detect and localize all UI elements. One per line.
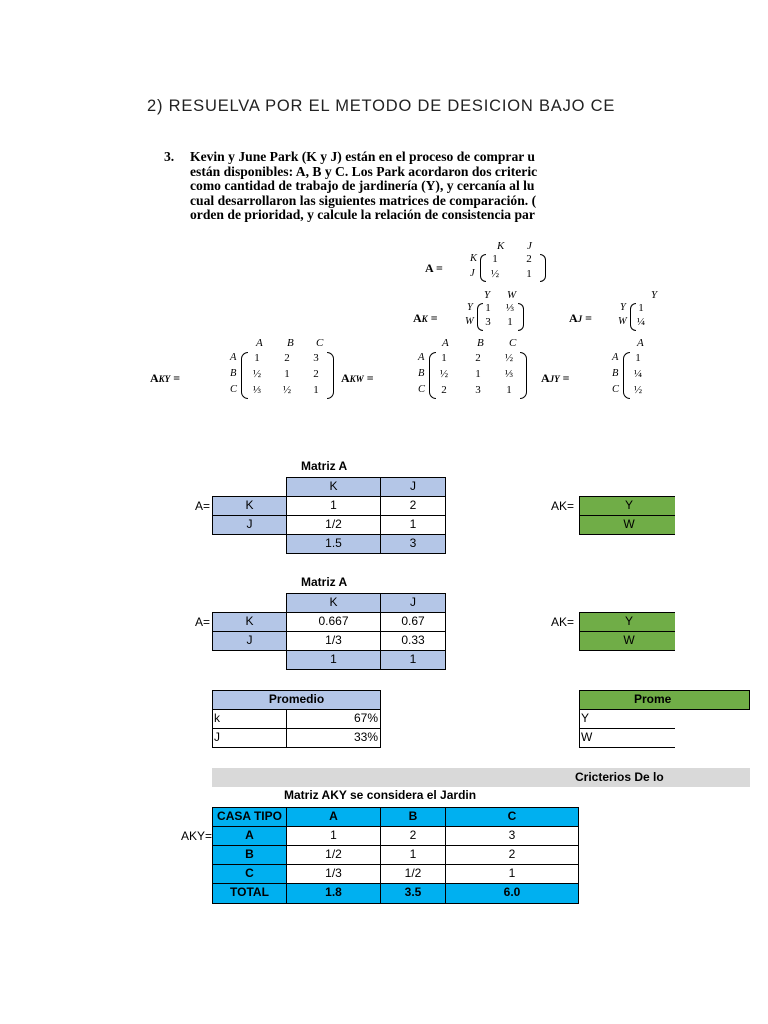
paren (429, 352, 436, 399)
math-aky-row: B (230, 368, 237, 379)
table-cell[interactable]: 1 (286, 496, 381, 516)
problem-line-3: como cantidad de trabajo de jardinería (Y), y cercanía al lu (190, 178, 535, 193)
promedio-2-header[interactable] (579, 690, 750, 710)
math-ak-val: ⅓ (505, 302, 515, 314)
table-cell[interactable]: 2 (380, 826, 446, 846)
row-header-w[interactable]: W (579, 631, 675, 651)
math-aky-val: 1 (284, 368, 290, 380)
aky-header-b[interactable]: B (380, 807, 446, 827)
math-ajy-label: AJY = (541, 371, 570, 385)
math-ajy-row: A (612, 352, 619, 363)
row-header-k[interactable]: K (212, 496, 287, 516)
problem-line-4: cual desarrollaron las siguientes matrices de comparación. ( (190, 192, 537, 208)
math-aj-label: AJ = (569, 311, 593, 325)
row-header-w[interactable]: W (579, 515, 675, 535)
math-akw-val: 3 (475, 384, 481, 396)
aky-row-header[interactable]: C (212, 864, 287, 884)
math-aky-val: 1 (254, 352, 260, 364)
problem-number: 3. (164, 149, 175, 164)
math-ak-label: AK = (413, 311, 438, 325)
table-title: Matriz A (301, 459, 348, 473)
math-akw-row: A (418, 352, 425, 363)
math-a-val: ½ (490, 268, 500, 280)
math-aky-val: 1 (313, 384, 319, 396)
math-akw-val: 1 (506, 384, 512, 396)
math-aky-col: A (256, 337, 263, 349)
row-header-y[interactable]: Y (579, 496, 675, 516)
row-header-j[interactable]: J (212, 515, 287, 535)
col-header-k[interactable]: K (286, 477, 381, 497)
math-a-col: K (497, 240, 505, 252)
table-cell[interactable]: 0.67 (380, 612, 446, 632)
math-akw-val: ½ (504, 352, 514, 364)
table-cell[interactable]: 1/3 (286, 864, 381, 884)
paren (480, 254, 486, 282)
total-cell[interactable]: 1 (380, 650, 446, 670)
table-cell[interactable]: 1/2 (286, 515, 381, 535)
math-ak-row: Y (467, 302, 473, 313)
math-aky-val: ⅓ (252, 384, 262, 396)
table-cell[interactable]: 2 (445, 845, 579, 865)
criterios-title: Cricterios De lo (575, 770, 664, 784)
promedio-row-label[interactable]: Y (579, 709, 675, 729)
math-akw-val: ½ (439, 368, 449, 380)
paren (623, 352, 630, 399)
math-aj-row: Y (620, 302, 626, 313)
promedio-header[interactable]: Promedio (212, 690, 381, 710)
promedio-row-value[interactable]: 67% (286, 709, 381, 729)
aky-total-cell[interactable]: 1.8 (286, 883, 381, 904)
math-aky-col: C (316, 337, 324, 349)
math-a-row: K (470, 253, 478, 264)
matrix-label: AKY= (181, 829, 213, 843)
aky-header-casa-tipo[interactable]: CASA TIPO (212, 807, 287, 827)
problem-line-1: Kevin y June Park (K y J) están en el proceso de comprar u (190, 149, 535, 164)
promedio-2-title: Prome (634, 692, 672, 706)
table-cell[interactable]: 1 (380, 515, 446, 535)
paren (327, 352, 334, 399)
matrix-label: AK= (551, 499, 575, 513)
total-cell[interactable]: 1.5 (286, 534, 381, 554)
math-ak-val: 3 (485, 316, 491, 328)
aky-total-label[interactable]: TOTAL (212, 883, 287, 904)
matrix-label: AK= (551, 615, 575, 629)
math-akw-val: ⅓ (504, 368, 514, 380)
math-aj-row: W (618, 316, 627, 327)
math-ajy-val: 1 (635, 352, 641, 364)
total-cell[interactable]: 3 (380, 534, 446, 554)
math-ajy-col: A (637, 337, 644, 349)
math-aky-row: C (230, 384, 238, 395)
math-a-val: 2 (526, 253, 532, 265)
math-akw-row: B (418, 368, 425, 379)
math-ak-row: W (465, 316, 474, 327)
math-ajy-val: ½ (633, 384, 643, 396)
math-a-val: 1 (492, 253, 498, 265)
math-ak-val: 1 (507, 316, 513, 328)
promedio-row-label[interactable]: k (212, 709, 287, 729)
table-cell[interactable]: 0.33 (380, 631, 446, 651)
math-aky-val: ½ (252, 368, 262, 380)
exercise-heading: 2) RESUELVA POR EL METODO DE DESICION BAJO CE (147, 97, 616, 115)
row-header-j[interactable]: J (212, 631, 287, 651)
math-akw-val: 1 (475, 368, 481, 380)
math-ak-col: Y (484, 289, 491, 301)
math-aj-val: ¼ (636, 316, 646, 328)
total-cell[interactable]: 1 (286, 650, 381, 670)
row-header-y[interactable]: Y (579, 612, 675, 632)
aky-header-c[interactable]: C (445, 807, 579, 827)
math-aky-val: 2 (284, 352, 290, 364)
table-cell[interactable]: 1 (286, 826, 381, 846)
paren (520, 352, 527, 399)
math-aky-col: B (287, 337, 294, 349)
aky-header-a[interactable]: A (286, 807, 381, 827)
math-a-row: J (470, 268, 475, 279)
math-akw-val: 2 (441, 384, 447, 396)
math-akw-val: 2 (475, 352, 481, 364)
table-cell[interactable]: 1/2 (286, 845, 381, 865)
math-ak-col: W (507, 289, 517, 301)
promedio-row-label[interactable]: J (212, 728, 287, 748)
table-title: Matriz AKY se considera el Jardin (284, 788, 477, 802)
problem-line-2: están disponibles: A, B y C. Los Park acordaron dos criteric (190, 163, 538, 179)
table-cell[interactable]: 3 (445, 826, 579, 846)
math-akw-row: C (418, 384, 426, 395)
math-aj-val: 1 (638, 302, 644, 314)
aky-total-cell[interactable]: 6.0 (445, 883, 579, 904)
problem-line-5: orden de prioridad, y calcule la relación de consistencia par (190, 207, 535, 222)
aky-row-header[interactable]: A (212, 826, 287, 846)
paren (518, 303, 524, 331)
math-ajy-val: ¼ (633, 368, 643, 380)
matrix-label: A= (195, 615, 211, 629)
promedio-row-value[interactable]: 33% (286, 728, 381, 748)
promedio-row-label[interactable]: W (579, 728, 675, 748)
math-aky-val: 3 (313, 352, 319, 364)
math-akw-col: A (442, 337, 449, 349)
problem-statement (164, 150, 537, 223)
paren (241, 352, 248, 399)
row-header-k[interactable]: K (212, 612, 287, 632)
math-aky-val: ½ (282, 384, 292, 396)
table-cell[interactable]: 1/2 (380, 864, 446, 884)
table-cell[interactable]: 1/3 (286, 631, 381, 651)
math-akw-val: 1 (441, 352, 447, 364)
math-ajy-row: B (612, 368, 619, 379)
math-akw-col: B (477, 337, 484, 349)
math-a-col: J (527, 240, 532, 252)
math-aky-label: AKY = (150, 371, 181, 385)
math-ak-val: 1 (485, 302, 491, 314)
matrix-label: A= (195, 499, 211, 513)
table-cell[interactable]: 0.667 (286, 612, 381, 632)
math-aj-col: Y (651, 289, 658, 301)
math-aky-val: 2 (313, 368, 319, 380)
paren (540, 254, 546, 282)
col-header-j[interactable]: J (380, 477, 446, 497)
math-a-val: 1 (526, 268, 532, 280)
math-ajy-row: C (612, 384, 620, 395)
math-akw-label: AKW = (341, 371, 374, 385)
table-cell[interactable]: 2 (380, 496, 446, 516)
math-aky-row: A (230, 352, 237, 363)
math-akw-col: C (509, 337, 517, 349)
table-title: Matriz A (301, 575, 348, 589)
col-header-j[interactable]: J (380, 593, 446, 613)
col-header-k[interactable]: K (286, 593, 381, 613)
aky-total-cell[interactable]: 3.5 (380, 883, 446, 904)
table-cell[interactable]: 1 (445, 864, 579, 884)
math-a-label: A = (425, 261, 443, 275)
table-cell[interactable]: 1 (380, 845, 446, 865)
aky-row-header[interactable]: B (212, 845, 287, 865)
